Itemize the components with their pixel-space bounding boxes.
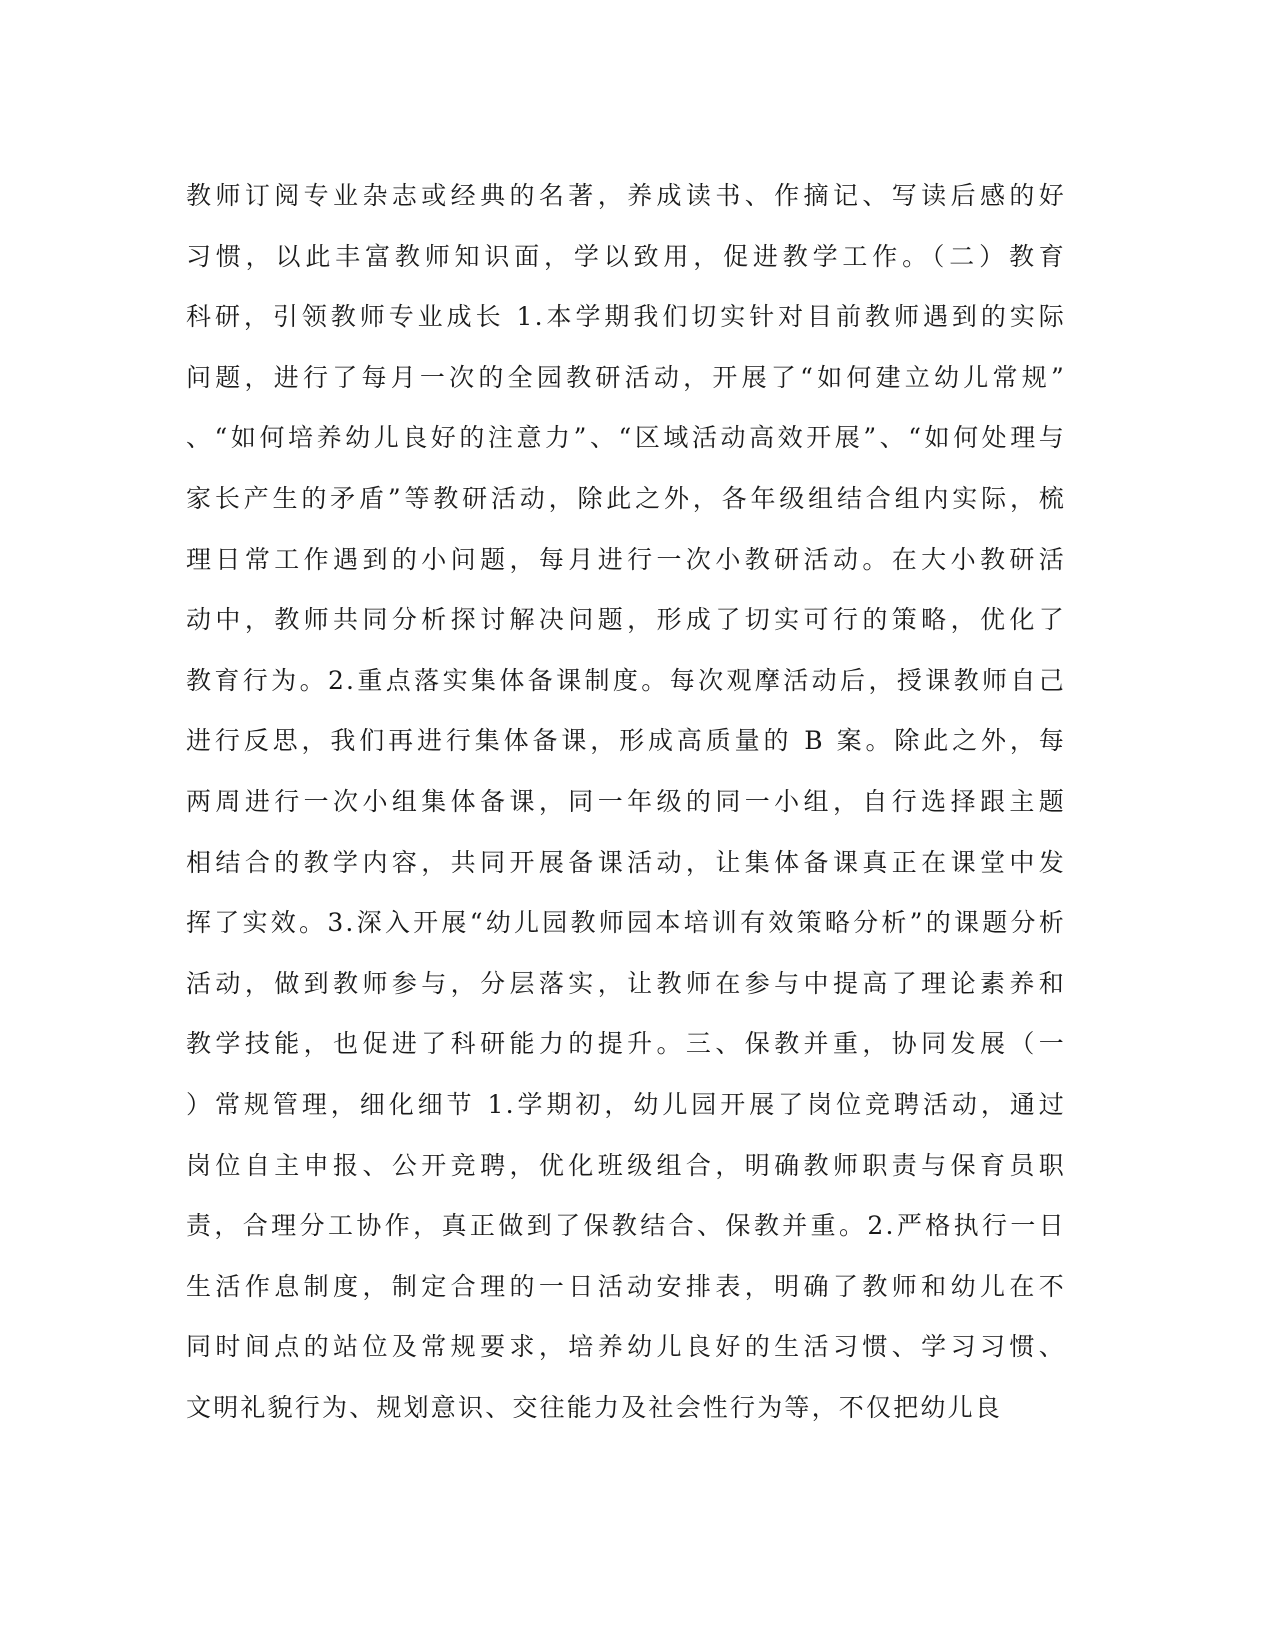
text-line: 问题，进行了每月一次的全园教研活动，开展了“如何建立幼儿常规” (186, 362, 1066, 392)
body-text (186, 166, 1066, 1438)
text-line: 教育行为。2.重点落实集体备课制度。每次观摩活动后，授课教师自己 (186, 665, 1066, 695)
text-line: 责，合理分工协作，真正做到了保教结合、保教并重。2.严格执行一日 (186, 1211, 1066, 1241)
text-line: 岗位自主申报、公开竞聘，优化班级组合，明确教师职责与保育员职 (186, 1150, 1066, 1180)
text-line: 教师订阅专业杂志或经典的名著，养成读书、作摘记、写读后感的好 (186, 181, 1066, 210)
text-line: ）常规管理，细化细节 1.学期初，幼儿园开展了岗位竞聘活动，通过 (186, 1089, 1066, 1119)
text-line: 挥了实效。3.深入开展“幼儿园教师园本培训有效策略分析”的课题分析 (186, 908, 1066, 938)
text-line: 相结合的教学内容，共同开展备课活动，让集体备课真正在课堂中发 (186, 847, 1066, 877)
text-line: 活动，做到教师参与，分层落实，让教师在参与中提高了理论素养和 (186, 968, 1066, 998)
text-line: 两周进行一次小组集体备课，同一年级的同一小组，自行选择跟主题 (186, 786, 1066, 816)
text-line: 进行反思，我们再进行集体备课，形成高质量的 B 案。除此之外，每 (186, 726, 1066, 756)
text-line: 生活作息制度，制定合理的一日活动安排表，明确了教师和幼儿在不 (186, 1271, 1066, 1301)
text-line: 理日常工作遇到的小问题，每月进行一次小教研活动。在大小教研活 (186, 544, 1066, 574)
text-line: 科研，引领教师专业成长 1.本学期我们切实针对目前教师遇到的实际 (186, 302, 1066, 332)
text-line: 动中，教师共同分析探讨解决问题，形成了切实可行的策略，优化了 (186, 605, 1066, 635)
text-line: 文明礼貌行为、规划意识、交往能力及社会性行为等，不仅把幼儿良 (186, 1392, 1003, 1422)
text-line: 同时间点的站位及常规要求，培养幼儿良好的生活习惯、学习习惯、 (186, 1332, 1066, 1362)
text-line: 习惯，以此丰富教师知识面，学以致用，促进教学工作。（二）教育 (186, 241, 1066, 271)
text-line: 家长产生的矛盾”等教研活动，除此之外，各年级组结合组内实际，梳 (186, 483, 1066, 513)
text-line: 教学技能，也促进了科研能力的提升。三、保教并重，协同发展（一 (186, 1029, 1066, 1059)
text-line: 、“如何培养幼儿良好的注意力”、“区域活动高效开展”、“如何处理与 (186, 423, 1066, 453)
